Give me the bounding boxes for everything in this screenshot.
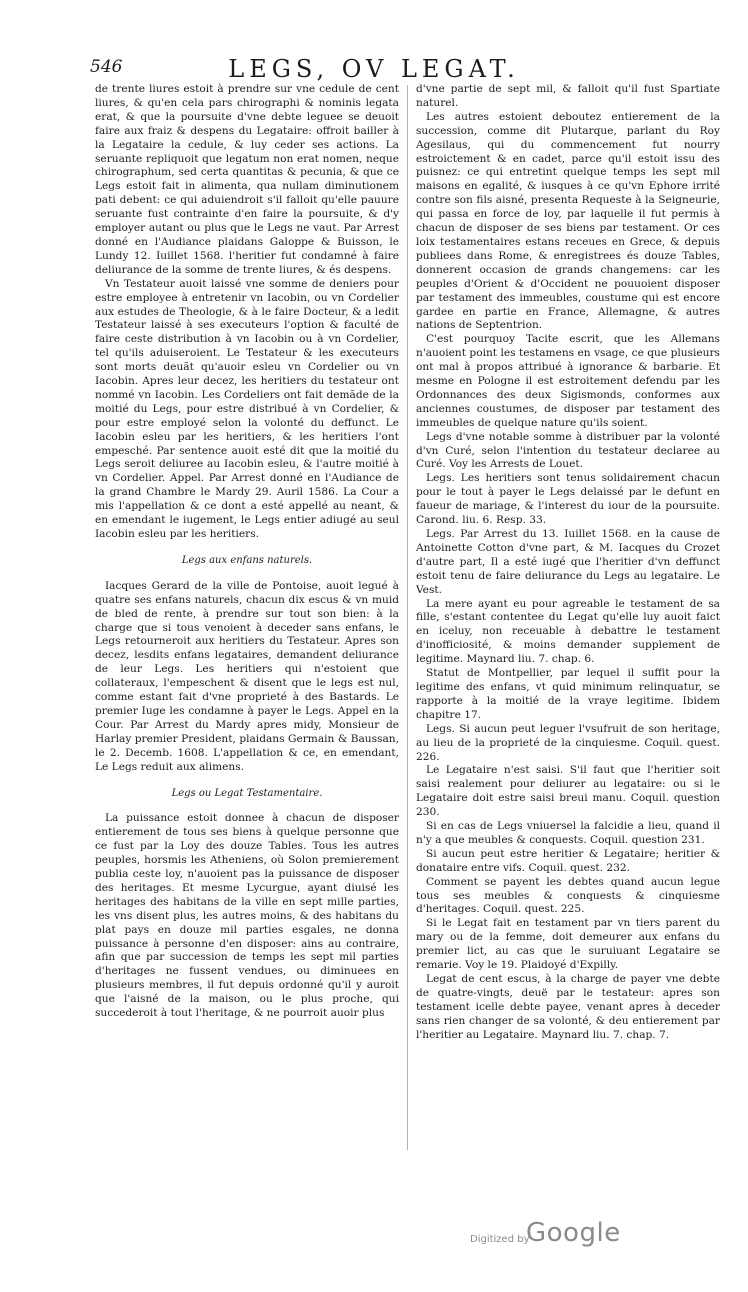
right-paragraph-8: Statut de Montpellier, par lequel il suffit pour la legitime des enfans, vt quid minimum relinquatur, se rapporte à la moitié de la vraye legitime. Ibidem chapitre 17.: [416, 667, 720, 721]
right-paragraph-15: Legat de cent escus, à la charge de payer vne debte de quatre-vingts, deuë par le testateur: apres son testament icelle debte payee, venant apres à deceder sans rien changer de sa volonté, & deu entierement par l'heritier au Legataire. Maynard liu. 7. chap. 7.: [416, 973, 720, 1041]
left-column: [95, 83, 399, 1021]
section-heading-testamentary: Legs ou Legat Testamentaire.: [171, 787, 323, 799]
right-paragraph-6: Legs. Par Arrest du 13. Iuillet 1568. en la cause de Antoinette Cotton d'vne part, & M. Iacques du Crozet d'autre part, Il a esté iugé que l'heritier d'vn deffunct estoit tenu de faire deliurance du Legs au legataire. Le Vest.: [416, 528, 720, 596]
left-paragraph-1: de trente liures estoit à prendre sur vne cedule de cent liures, & qu'en cela pars chirographi & nominis legata erat, & que la poursuite d'vne debte leguee se deuoit faire aux fraiz & despens du Legataire: offroit bailler à la Legataire la cedule, & luy ceder ses actions. La seruante repliquoit que legatum non erat nomen, neque chirographum, sed certa quantitas & pecunia, & que ce Legs estoit fait in alimenta, qua nullam diminutionem pati debent: ce qui aduiendroit s'il falloit qu'elle pauure seruante fust contrainte d'en faire la poursuite, & d'y employer autant ou plus que le Legs ne vaut. Par Arrest donné en l'Audiance plaidans Galoppe & Buisson, le Lundy 12. Iuillet 1568. l'heritier fut condamné à faire deliurance de la somme de trente liures, & és despens.: [95, 83, 399, 276]
section-heading-natural-children: Legs aux enfans naturels.: [181, 554, 313, 566]
running-title: LEGS, OV LEGAT.: [228, 55, 520, 83]
right-paragraph-13: Comment se payent les debtes quand aucun legue tous ses meubles & conquests & cinquiesme d'heritages. Coquil. quest. 225.: [416, 875, 720, 916]
right-paragraph-3: C'est pourquoy Tacite escrit, que les Allemans n'auoient point les testamens en vsage, ce que plusieurs ont mal à propos attribué à ignorance & barbarie. Et mesme en Pologne il est estroitement defendu par les Ordonnances des deux Sigismonds, conformes aux anciennes coustumes, de disposer par testament des immeubles de quelque nature qu'ils soient.: [416, 333, 720, 429]
right-paragraph-2: Les autres estoient deboutez entierement de la succession, comme dit Plutarque, parlant du Roy Agesilaus, qui du commencement fut nourry estroictement & en cadet, parce qu'il estoit issu des puisnez: ce qui entretint quelque temps les sept mil maisons en egalité, & iusques à ce qu'vn Ephore irrité contre son fils aisné, presenta Requeste à la Seigneurie, qui passa en force de loy, par laquelle il fut permis à chacun de disposer de ses biens par testament. Or ces loix testamentaires estans receues en Grece, & depuis publiees dans Rome, & enregistrees és douze Tables, donnerent occasion de grands changemens: car les peuples d'Orient & d'Occident ne pouuoient disposer par testament des immeubles, coustume qui est encore gardee en partie en France, Allemagne, & autres nations de Septentrion.: [416, 110, 720, 332]
digitized-by-label: Digitized by: [470, 1234, 530, 1245]
right-paragraph-4: Legs d'vne notable somme à distribuer par la volonté d'vn Curé, selon l'intention du testateur declaree au Curé. Voy les Arrests de Louet.: [416, 430, 720, 471]
left-paragraph-3: Iacques Gerard de la ville de Pontoise, auoit legué à quatre ses enfans naturels, chacun dix escus & vn muid de bled de rente, à prendre sur tout son bien: à la charge que si tous venoient à deceder sans enfans, le Legs retourneroit aux heritiers du Testateur. Apres son decez, lesdits enfans legataires, demandent deliurance de leur Legs. Les heritiers qui n'estoient que collateraux, l'empeschent & disent que le legs est nul, comme estant fait d'vne proprieté à des Bastards. Le premier Iuge les condamne à payer le Legs. Appel en la Cour. Par Arrest du Mardy apres midy, Monsieur de Harlay premier President, plaidans Germain & Baussan, le 2. Decemb. 1608. L'appellation & ce, en emendant, Le Legs reduit aux alimens.: [95, 579, 399, 773]
right-column: [416, 83, 720, 1043]
right-paragraph-10: Le Legataire n'est saisi. S'il faut que l'heritier soit saisi realement pour deliurer au legataire: ou si le Legataire doit estre saisi breui manu. Coquil. question 230.: [416, 764, 720, 819]
page-number: 546: [90, 57, 123, 77]
right-paragraph-5: Legs. Les heritiers sont tenus solidairement chacun pour le tout à payer le Legs delaissé par le defunt en faueur de mariage, & l'interest du iour de la poursuite. Carond. liu. 6. Resp. 33.: [416, 472, 720, 527]
right-paragraph-1: d'vne partie de sept mil, & falloit qu'il fust Spartiate naturel.: [416, 83, 720, 109]
right-paragraph-11: Si en cas de Legs vniuersel la falcidie a lieu, quand il n'y a que meubles & conquests. Coquil. question 231.: [416, 820, 720, 846]
left-paragraph-4: La puissance estoit donnee à chacun de disposer entierement de tous ses biens à quelque personne que ce fust par la Loy des douze Tables. Tous les autres peuples, horsmis les Atheniens, où Solon premierement publia ceste loy, n'auoient pas la puissance de disposer des heritages. Et mesme Lycurgue, ayant diuisé les heritages des habitans de la ville en sept mille parties, les vns disent plus, les autres moins, & des habitans du plat pays en douze mil parties esgales, ne donna puissance à personne d'en disposer: ains au contraire, afin que par succession de temps les sept mil parties d'heritages ne fussent vendues, ou diminuees en plusieurs membres, il fut depuis ordonné qu'il y auroit que l'aisné de la maison, ou le plus proche, qui succederoit à tout l'heritage, & ne pourroit auoir plus: [95, 812, 399, 1020]
column-divider: [407, 85, 408, 1150]
right-paragraph-9: Legs. Si aucun peut leguer l'vsufruit de son heritage, au lieu de la proprieté de la cinquiesme. Coquil. quest. 226.: [416, 722, 720, 763]
right-paragraph-14: Si le Legat fait en testament par vn tiers parent du mary ou de la femme, doit demeurer aux enfans du premier lict, au cas que le suruiuant Legataire se remarie. Voy le 19. Plaidoyé d'Expilly.: [416, 917, 720, 972]
google-logo: Google: [526, 1218, 621, 1248]
digitization-footer: [470, 1218, 670, 1258]
left-paragraph-2: Vn Testateur auoit laissé vne somme de deniers pour estre employee à entretenir vn Iacobin, ou vn Cordelier aux estudes de Theologie, & à le faire Docteur, & a ledit Testateur laissé à ses executeurs l'option & faculté de faire ceste distribution à vn Iacobin ou à vn Cordelier, tel qu'ils aduiseroient. Le Testateur & les executeurs sont morts deuãt qu'auoir esleu vn Cordelier ou vn Iacobin. Apres leur decez, les heritiers du testateur ont nommé vn Iacobin. Les Cordeliers ont fait demãde de la moitié du Legs, pour estre distribué à vn Cordelier, & pour estre employé selon la volonté du deffunct. Le Iacobin esleu par les heritiers, & les heritiers l'ont empesché. Par sentence auoit esté dit que la moitié du Legs seroit deliuree au Iacobin esleu, & l'autre moitié à vn Cordelier. Appel. Par Arrest donné en l'Audiance de la grand Chambre le Mardy 29. Auril 1586. La Cour a mis l'appellation & ce dont a esté appellé au neant, & en emendant le iugement, le Legs entier adiugé au seul Iacobin esleu par les heritiers.: [95, 277, 399, 540]
right-paragraph-12: Si aucun peut estre heritier & Legataire; heritier & donataire entre vifs. Coquil. quest. 232.: [416, 847, 720, 874]
right-paragraph-7: La mere ayant eu pour agreable le testament de sa fille, s'estant contentee du Legat qu'elle luy auoit faict en iceluy, non receuable à debattre le testament d'inofficiosité, & moins demander supplement de legitime. Maynard liu. 7. chap. 6.: [416, 597, 720, 666]
